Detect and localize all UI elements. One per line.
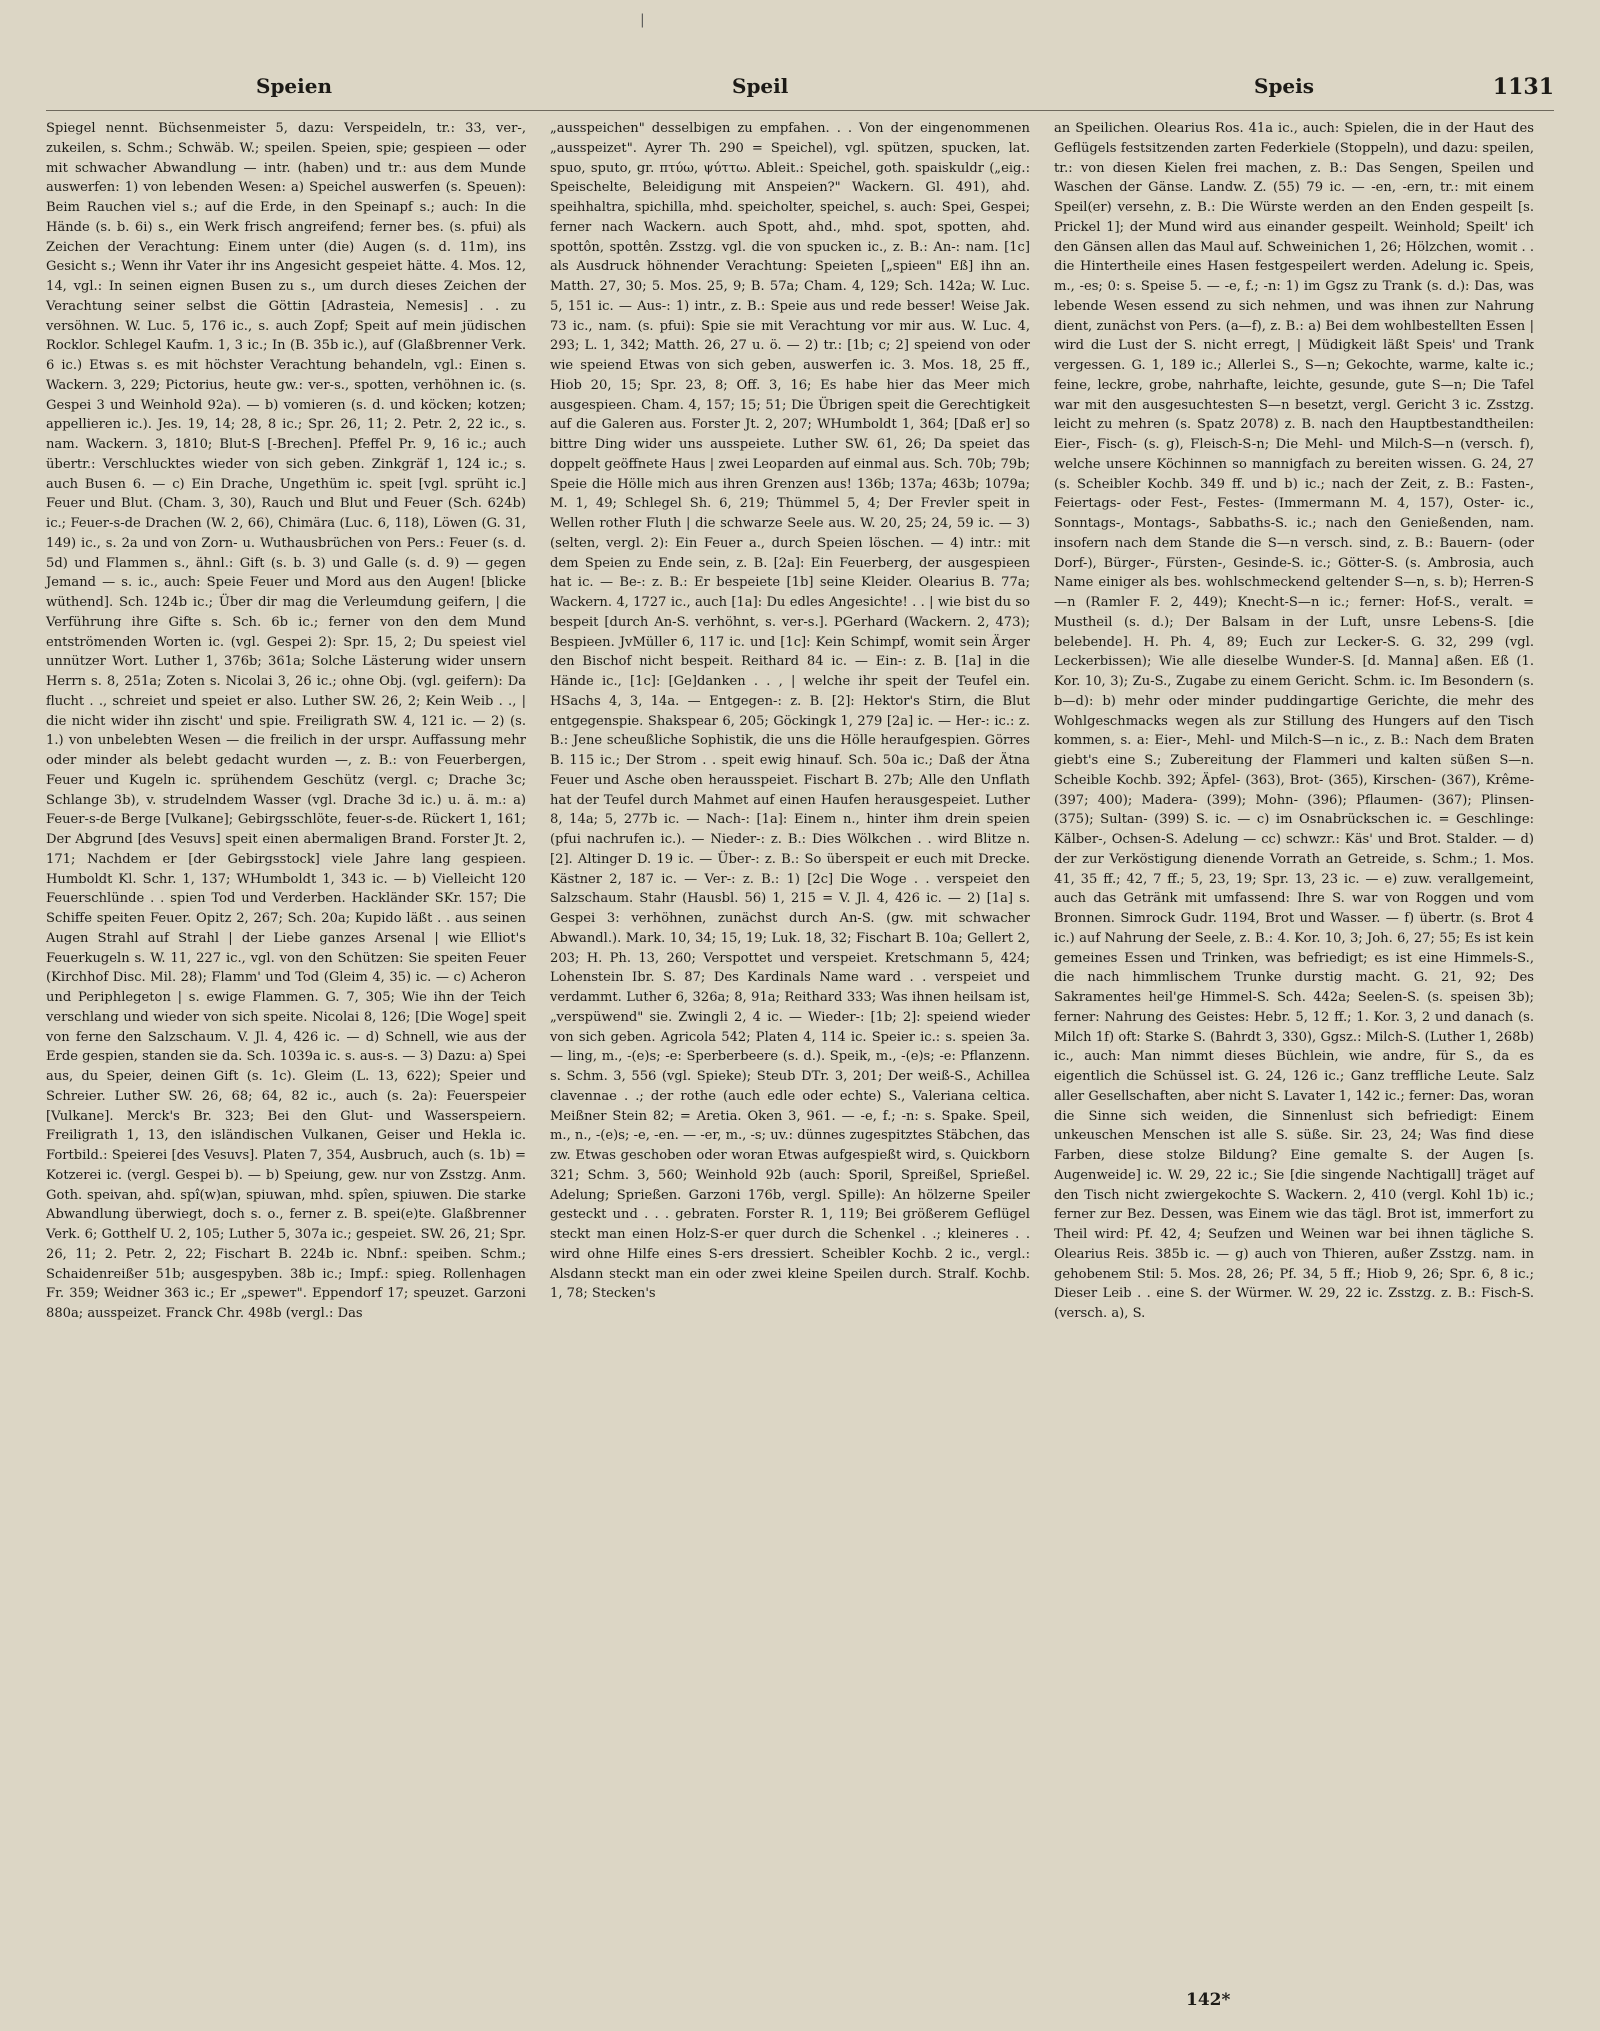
column-middle [550, 119, 1030, 1324]
column-middle-text: „ausspeichen" desselbigen zu empfahen. . . Von der eingenommenen „ausspeizet". Ayrer Th. 290 = Speichel), vgl. spützen, spucken, lat. spuo, sputo, gr. πτύω, ψύττω. Ableit.: Speichel, goth. spaiskuldr („eig.: Speischelte, Beleidigung mit Anspeien?" Wackern. Gl. 491), ahd. speihhaltra, spichilla, mhd. speicholter, speichel, s. auch: Spei, Gespei; ferner nach Wackern. auch Spott, ahd., mhd. spot, spotten, ahd. spottôn, spottên. Zsstzg. vgl. die von spucken ic., z. B.: An-: nam. [1c] als Ausdruck höhnender Verachtung: Speieten [„spieen" Eß] ihn an. Matth. 27, 30; 5. Mos. 25, 9; B. 57a; Cham. 4, 129; Sch. 142a; W. Luc. 5, 151 ic. — Aus-: 1) intr., z. B.: Speie aus und rede besser! Weise Jak. 73 ic., nam. (s. pfui): Spie sie mit Verachtung vor mir aus. W. Luc. 4, 293; L. 1, 342; Matth. 26, 27 u. ö. — 2) tr.: [1b; c; 2] speiend von oder wie speiend Etwas von sich geben, auswerfen ic. 3. Mos. 18, 25 ff., Hiob 20, 15; Spr. 23, 8; Off. 3, 16; Es habe hier das Meer mich ausgespieen. Cham. 4, 157; 15; 51; Die Übrigen speit die Gerechtigkeit auf die Galeren aus. Forster Jt. 2, 207; WHumboldt 1, 364; [Daß er] so bittre Ding wider uns ausspeiete. Luther SW. 61, 26; Da speiet das doppelt geöffnete Haus | zwei Leoparden auf einmal aus. Sch. 70b; 79b; Speie die Hölle mich aus ihren Grenzen aus! 136b; 137a; 463b; 1079a; M. 1, 49; Schlegel Sh. 6, 219; Thümmel 5, 4; Der Frevler speit in Wellen rother Fluth | die schwarze Seele aus. W. 20, 25; 24, 59 ic. — 3) (selten, vergl. 2): Ein Feuer a., durch Speien löschen. — 4) intr.: mit dem Speien zu Ende sein, z. B. [2a]: Ein Feuerberg, der ausgespieen hat ic. — Be-: z. B.: Er bespeiete [1b] seine Kleider. Olearius B. 77a; Wackern. 4, 1727 ic., auch [1a]: Du edles Angesichte! . . | wie bist du so bespeit [durch An-S. verhöhnt, s. ver-s.]. PGerhard (Wackern. 2, 473); Bespieen. JvMüller 6, 117 ic. und [1c]: Kein Schimpf, womit sein Ärger den Bischof nicht bespeit. Reithard 84 ic. — Ein-: z. B. [1a] in die Hände ic., [1c]: [Ge]danken . . , | welche ihr speit der Teufel ein. HSachs 4, 3, 14a. — Entgegen-: z. B. [2]: Hektor's Stirn, die Blut entgegenspie. Shakspear 6, 205; Göckingk 1, 279 [2a] ic. — Her-: ic.: z. B.: Jene scheußliche Sophistik, die uns die Hölle heraufgespien. Görres B. 115 ic.; Der Strom . . speit ewig hinauf. Sch. 50a ic.; Daß der Ätna Feuer und Asche oben herausspeiet. Fischart B. 27b; Alle den Unflath hat der Teufel durch Mahmet auf einen Haufen herausgespeiet. Luther 8, 14a; 5, 277b ic. — Nach-: [1a]: Einem n., hinter ihm drein speien (pfui nachrufen ic.). — Nieder-: z. B.: Dies Wölkchen . . wird Blitze n. [2]. Altinger D. 19 ic. — Über-: z. B.: So überspeit er euch mit Drecke. Kästner 2, 187 ic. — Ver-: z. B.: 1) [2c] Die Woge . . verspeiet den Salzschaum. Stahr (Hausbl. 56) 1, 215 = V. Jl. 4, 426 ic. — 2) [1a] s. Gespei 3: verhöhnen, zunächst durch An-S. (gw. mit schwacher Abwandl.). Mark. 10, 34; 15, 19; Luk. 18, 32; Fischart B. 10a; Gellert 2, 203; H. Ph. 13, 260; Verspottet und verspeiet. Kretschmann 5, 424; Lohenstein Ibr. S. 87; Des Kardinals Name ward . . verspeiet und verdammt. Luther 6, 326a; 8, 91a; Reithard 333; Was ihnen heilsam ist, „verspüwend" sie. Zwingli 2, 4 ic. — Wieder-: [1b; 2]: speiend wieder von sich geben. Agricola 542; Platen 4, 114 ic. Speier ic.: s. speien 3a. — ling, m., -(e)s; -e: Sperberbeere (s. d.). Speik, m., -(e)s; -e: Pflanzenn. s. Schm. 3, 556 (vgl. Spieke); Steub DTr. 3, 201; Der weiß-S., Achillea clavennae . .; der rothe (auch edle oder echte) S., Valeriana celtica. Meißner Stein 82; = Aretia. Oken 3, 961. — -e, f.; -n: s. Spake. Speil, m., n., -(e)s; -e, -en. — -er, m., -s; uv.: dünnes zugespitztes Stäbchen, das zw. Etwas geschoben oder woran Etwas aufgespießt wird, s. Quickborn 321; Schm. 3, 560; Weinhold 92b (auch: Sporil, Spreißel, Sprießel. Adelung; Sprießen. Garzoni 176b, vergl. Spille): An hölzerne Speiler gesteckt und . . . gebraten. Forster R. 1, 119; Bei größerem Geflügel steckt man einen Holz-S-er quer durch die Schenkel . .; kleineres . . wird ohne Hilfe eines S-ers dressiert. Scheibler Kochb. 2 ic., vergl.: Alsdann steckt man ein oder zwei kleine Speilen durch. Stralf. Kochb. 1, 78; Stecken's [550, 121, 1030, 1302]
signature-mark: 142* [1186, 1990, 1231, 2010]
top-mark: | [640, 12, 645, 28]
text-columns [46, 119, 1554, 1324]
column-right [1054, 119, 1534, 1324]
page-header [46, 70, 1554, 111]
page-number: 1131 [1492, 74, 1554, 100]
header-center-keyword: Speil [732, 74, 789, 98]
column-left-text: Spiegel nennt. Büchsenmeister 5, dazu: Verspeideln, tr.: 33, ver-, zukeilen, s. Schm.; Schwäb. W.; speilen. Speien, spie; gespieen — oder mit schwacher Abwandlung — intr. (haben) und tr.: aus dem Munde auswerfen: 1) von lebenden Wesen: a) Speichel auswerfen (s. Speuen): Beim Rauchen viel s.; auf die Erde, in den Speinapf s.; auch: In die Hände (s. b. 6i) s., ein Werk frisch angreifend; ferner bes. (s. pfui) als Zeichen der Verachtung: Einem unter (die) Augen (s. d. 11m), ins Gesicht s.; Wenn ihr Vater ihr ins Angesicht gespeiet hätte. 4. Mos. 12, 14, vgl.: In seinen eignen Busen zu s., um durch dieses Zeichen der Verachtung seiner selbst die Göttin [Adrasteia, Nemesis] . . zu versöhnen. W. Luc. 5, 176 ic., s. auch Zopf; Speit auf mein jüdischen Rocklor. Schlegel Kaufm. 1, 3 ic.; In (B. 35b ic.), auf (Glaßbrenner Verk. 6 ic.) Etwas s. es mit höchster Verachtung behandeln, vgl.: Einen s. Wackern. 3, 229; Pictorius, heute gw.: ver-s., spotten, verhöhnen ic. (s. Gespei 3 und Weinhold 92a). — b) vomieren (s. d. und köcken; kotzen; appellieren ic.). Jes. 19, 14; 28, 8 ic.; Spr. 26, 11; 2. Petr. 2, 22 ic., s. nam. Wackern. 3, 1810; Blut-S [-Brechen]. Pfeffel Pr. 9, 16 ic.; auch übertr.: Verschlucktes wieder von sich geben. Zinkgräf 1, 124 ic.; s. auch Busen 6. — c) Ein Drache, Ungethüm ic. speit [vgl. sprüht ic.] Feuer und Blut. (Cham. 3, 30), Rauch und Blut und Feuer (Sch. 624b) ic.; Feuer-s-de Drachen (W. 2, 66), Chimära (Luc. 6, 118), Löwen (G. 31, 149) ic., s. 2a und von Zorn- u. Wuthausbrüchen von Pers.: Feuer (s. d. 5d) und Flammen s., ähnl.: Gift (s. b. 3) und Galle (s. d. 9) — gegen Jemand — s. ic., auch: Speie Feuer und Mord aus den Augen! [blicke wüthend]. Sch. 124b ic.; Über dir mag die Verleumdung geifern, | die Verführung ihre Gifte s. Sch. 6b ic.; ferner von den dem Mund entströmenden Worten ic. (vgl. Gespei 2): Spr. 15, 2; Du speiest viel unnützer Wort. Luther 1, 376b; 361a; Solche Lästerung wider unsern Herrn s. 8, 251a; Zoten s. Nicolai 3, 26 ic.; ohne Obj. (vgl. geifern): Da flucht . ., schreiet und speiet er also. Luther SW. 26, 2; Kein Weib . ., | die nicht wider ihn zischt' und spie. Freiligrath SW. 4, 121 ic. — 2) (s. 1.) von unbelebten Wesen — die freilich in der urspr. Auffassung mehr oder minder als belebt gedacht wurden —, z. B.: von Feuerbergen, Feuer und Kugeln ic. sprühendem Geschütz (vergl. c; Drache 3c; Schlange 3b), v. strudelndem Wasser (vgl. Drache 3d ic.) u. ä. m.: a) Feuer-s-de Berge [Vulkane]; Gebirgsschlöte, feuer-s-de. Rückert 1, 161; Der Abgrund [des Vesuvs] speit einen abermaligen Brand. Forster Jt. 2, 171; Nachdem er [der Gebirgsstock] viele Jahre lang gespieen. Humboldt Kl. Schr. 1, 137; WHumboldt 1, 343 ic. — b) Vielleicht 120 Feuerschlünde . . spien Tod und Verderben. Hackländer SKr. 157; Die Schiffe speiten Feuer. Opitz 2, 267; Sch. 20a; Kupido läßt . . aus seinen Augen Strahl auf Strahl | der Liebe ganzes Arsenal | wie Elliot's Feuerkugeln s. W. 11, 227 ic., vgl. von den Schützen: Sie speiten Feuer (Kirchhof Disc. Mil. 28); Flamm' und Tod (Gleim 4, 35) ic. — c) Acheron und Periphlegeton | s. ewige Flammen. G. 7, 305; Wie ihn der Teich verschlang und wieder von sich speite. Nicolai 8, 126; [Die Woge] speit von ferne den Salzschaum. V. Jl. 4, 426 ic. — d) Schnell, wie aus der Erde gespien, standen sie da. Sch. 1039a ic. s. aus-s. — 3) Dazu: a) Spei aus, du Speier, deinen Gift (s. 1c). Gleim (L. 13, 622); Speier und Schreier. Luther SW. 26, 68; 64, 82 ic., auch (s. 2a): Feuerspeier [Vulkane]. Merck's Br. 323; Bei den Glut- und Wasserspeiern. Freiligrath 1, 13, den isländischen Vulkanen, Geiser und Hekla ic. Fortbild.: Speierei [des Vesuvs]. Platen 7, 354, Ausbruch, auch (s. 1b) = Kotzerei ic. (vergl. Gespei b). — b) Speiung, gew. nur von Zsstzg. Anm. Goth. speivan, ahd. spî(w)an, spiuwan, mhd. spîen, spiuwen. Die starke Abwandlung überwiegt, doch s. o., ferner z. B. spei(e)te. Glaßbrenner Verk. 6; Gotthelf U. 2, 105; Luther 5, 307a ic.; gespeiet. SW. 26, 21; Spr. 26, 11; 2. Petr. 2, 22; Fischart B. 224b ic. Nbnf.: speiben. Schm.; Schaidenreißer 51b; ausgespyben. 38b ic.; Impf.: spieg. Rollenhagen Fr. 359; Weidner 363 ic.; Er „speweт". Eppendorf 17; speuzet. Garzoni 880a; ausspeizet. Franck Chr. 498b (vergl.: Das [46, 121, 526, 1321]
column-left [46, 119, 526, 1324]
header-right-keyword: Speis [1254, 74, 1315, 98]
column-right-text: an Speilichen. Olearius Ros. 41a ic., auch: Spielen, die in der Haut des Geflügels festsitzenden zarten Federkiele (Stoppeln), und dazu: speilen, tr.: von diesen Kielen frei machen, z. B.: Das Sengen, Speilen und Waschen der Gänse. Landw. Z. (55) 79 ic. — -en, -ern, tr.: mit einem Speil(er) versehn, z. B.: Die Würste werden an den Enden gespeilt [s. Prickel 1]; der Mund wird aus einander gespeilt. Weinhold; Speilt' ich den Gänsen allen das Maul auf. Schweinichen 1, 26; Hölzchen, womit . . die Hintertheile eines Hasen festgespeilert werden. Adelung ic. Speis, m., -es; 0: s. Speise 5. — -e, f.; -n: 1) im Ggsz zu Trank (s. d.): Das, was lebende Wesen essend zu sich nehmen, und was ihnen zur Nahrung dient, zunächst von Pers. (a—f), z. B.: a) Bei dem wohlbestellten Essen | wird die Lust der S. nicht erregt, | Müdigkeit läßt Speis' und Trank vergessen. G. 1, 189 ic.; Allerlei S., S—n; Gekochte, warme, kalte ic.; feine, leckre, grobe, nahrhafte, leichte, gesunde, gute S—n; Die Tafel war mit den ausgesuchtesten S—n besetzt, vergl. Gericht 3 ic. Zsstzg. leicht zu mehren (s. Spatz 2078) z. B. nach den Hauptbestandtheilen: Eier-, Fisch- (s. g), Fleisch-S-n; Die Mehl- und Milch-S—n (versch. f), welche unsere Köchinnen so mannigfach zu bereiten wissen. G. 24, 27 (s. Scheibler Kochb. 349 ff. und b) ic.; nach der Zeit, z. B.: Fasten-, Feiertags- oder Fest-, Festes- (Immermann M. 4, 157), Oster- ic., Sonntags-, Montags-, Sabbaths-S. ic.; nach den Genießenden, nam. insofern nach dem Stande die S—n versch. sind, z. B.: Bauern- (oder Dorf-), Bürger-, Fürsten-, Gesinde-S. ic.; Götter-S. (s. Ambrosia, auch Name einiger als bes. wohlschmeckend geltender S—n, s. b); Herren-S—n (Ramler F. 2, 449); Knecht-S—n ic.; ferner: Hof-S., veralt. = Mustheil (s. d.); Der Balsam in der Luft, unsre Lebens-S. [die belebende]. H. Ph. 4, 89; Euch zur Lecker-S. G. 32, 299 (vgl. Leckerbissen); Wie alle dieselbe Wunder-S. [d. Manna] aßen. Eß (1. Kor. 10, 3); Zu-S., Zugabe zu einem Gericht. Schm. ic. Im Besondern (s. b—d): b) mehr oder minder puddingartige Gerichte, die mehr des Wohlgeschmacks wegen als zur Stillung des Hungers auf den Tisch kommen, s. a: Eier-, Mehl- und Milch-S—n ic., z. B.: Nach dem Braten giebt's eine S.; Zubereitung der Flammeri und kalten süßen S—n. Scheible Kochb. 392; Äpfel- (363), Brot- (365), Kirschen- (367), Krême- (397; 400); Madera- (399); Mohn- (396); Pflaumen- (367); Plinsen- (375); Sultan- (399) S. ic. — c) im Osnabrückschen ic. = Geschlinge: Kälber-, Ochsen-S. Adelung — cc) schwzr.: Käs' und Brot. Stalder. — d) der zur Verköstigung dienende Vorrath an Getreide, s. Schm.; 1. Mos. 41, 35 ff.; 42, 7 ff.; 5, 23, 19; Spr. 13, 23 ic. — e) zuw. verallgemeint, auch das Getränk mit umfassend: Ihre S. war von Roggen und vom Bronnen. Simrock Gudr. 1194, Brot und Wasser. — f) übertr. (s. Brot 4 ic.) auf Nahrung der Seele, z. B.: 4. Kor. 10, 3; Joh. 6, 27; 55; Es ist kein gemeines Essen und Trinken, was befriedigt; es ist eine Himmels-S., die nach himmlischem Trunke durstig macht. G. 21, 92; Des Sakramentes heil'ge Himmel-S. Sch. 442a; Seelen-S. (s. speisen 3b); ferner: Nahrung des Geistes: Hebr. 5, 12 ff.; 1. Kor. 3, 2 und danach (s. Milch 1f) oft: Starke S. (Bahrdt 3, 330), Ggsz.: Milch-S. (Luther 1, 268b) ic., auch: Man nimmt dieses Büchlein, wie andre, für S., da es eigentlich die Schüssel ist. G. 24, 126 ic.; Ganz treffliche Leute. Salz aller Gesellschaften, aber nicht S. Lavater 1, 142 ic.; ferner: Das, woran die Sinne sich weiden, die Sinnenlust sich befriedigt: Einem unkeuschen Menschen ist alle S. süße. Sir. 23, 24; Was find diese Farben, diese stolze Bildung? Eine gemalte S. der Augen [s. Augenweide] ic. W. 29, 22 ic.; Sie [die singende Nachtigall] träget auf den Tisch nicht zwiergekochte S. Wackern. 2, 410 (vergl. Kohl 1b) ic.; ferner zur Bez. Dessen, was Einem wie das tägl. Brot ist, immerfort zu Theil wird: Pf. 42, 4; Seufzen und Weinen war bei ihnen tägliche S. Olearius Reis. 385b ic. — g) auch von Thieren, außer Zsstzg. nam. in gehobenem Stil: 5. Mos. 28, 26; Pf. 34, 5 ff.; Hiob 9, 26; Spr. 6, 8 ic.; Dieser Leib . . eine S. der Würmer. W. 29, 22 ic. Zsstzg. z. B.: Fisch-S. (versch. a), S. [1054, 121, 1534, 1321]
header-left-keyword: Speien [256, 74, 333, 98]
